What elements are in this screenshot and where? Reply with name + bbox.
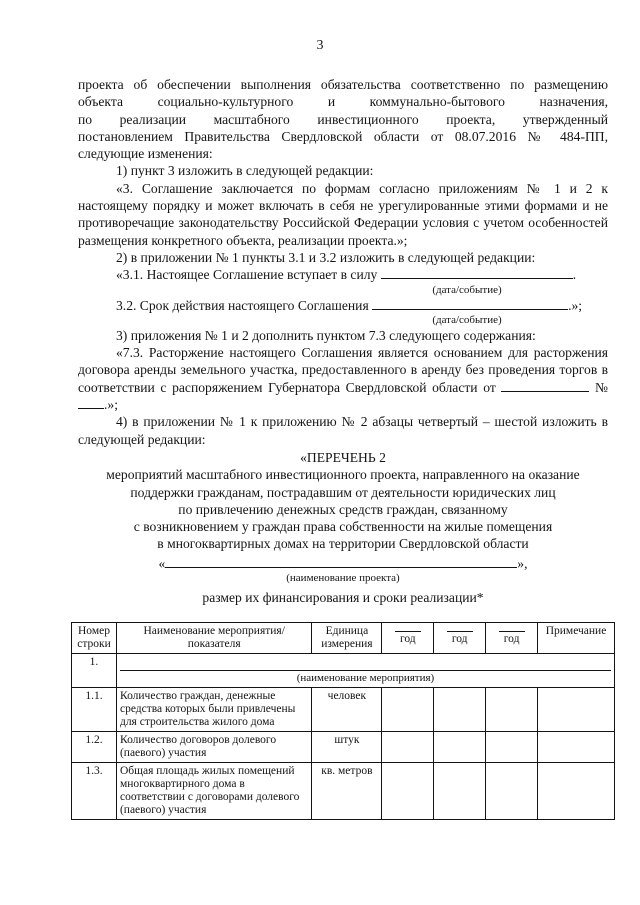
events-table-wrapper [71, 622, 615, 820]
item-2: 2) в приложении № 1 пункты 3.1 и 3.2 изложить в следующей редакции: [116, 249, 536, 265]
row-year-1-cell [382, 763, 434, 820]
clause-7-3-end: .»; [104, 397, 118, 413]
list-subtitle-3: по привлечению денежных средств граждан, связанному [178, 501, 508, 517]
quote-open: « [158, 555, 166, 571]
row-year-2-cell [434, 763, 486, 820]
list-subtitle-5: в многоквартирных домах на территории Свердловской области [157, 536, 529, 552]
clause-3-1-blank [381, 266, 573, 279]
table-row [72, 688, 615, 732]
quote-close: », [517, 555, 528, 571]
project-name-caption: (наименование проекта) [286, 572, 400, 585]
list-subtitle-2: поддержки гражданам, пострадавшим от деятельности юридических лиц [130, 484, 556, 500]
row-unit: кв. метров [312, 763, 382, 820]
clause-3-2-text: 3.2. Срок действия настоящего Соглашения [116, 297, 369, 313]
header-note: Примечание [538, 623, 615, 654]
row-year-3-cell [486, 732, 538, 763]
list-subtitle-6: размер их финансирования и сроки реализации* [202, 590, 484, 606]
clause-3-2-end: .»; [568, 297, 583, 313]
project-name-blank [165, 555, 517, 568]
order-date-blank [501, 379, 589, 392]
date-event-caption-1: (дата/событие) [432, 283, 502, 296]
activity-name-caption: (наименование мероприятия) [296, 672, 435, 684]
intro-line-1: проекта об обеспечении выполнения обязательства соответственно по размещению [78, 77, 608, 92]
year-1-blank [395, 631, 421, 632]
list-title: «ПЕРЕЧЕНЬ 2 [300, 449, 386, 465]
row-unit: человек [312, 688, 382, 732]
header-year-3-label: год [503, 633, 520, 645]
row-name: Количество договоров долевого (паевого) участия [116, 732, 311, 763]
clause-3-2-blank [372, 297, 568, 310]
header-row-number: Номер строки [72, 623, 117, 654]
header-year-1 [382, 623, 434, 654]
order-number-blank [78, 396, 104, 409]
item-1: 1) пункт 3 изложить в следующей редакции: [116, 163, 374, 179]
list-subtitle-1: мероприятий масштабного инвестиционного проекта, направленного на оказание [106, 467, 580, 483]
row-number: 1.2. [72, 732, 117, 763]
clause-3-2 [78, 297, 608, 314]
row-name: Общая площадь жилых помещений многоквартирного дома в соответствии с договорами долевого (паевого) участия [116, 763, 311, 820]
row-year-3-cell [486, 688, 538, 732]
header-name: Наименование мероприятия/показателя [116, 623, 311, 654]
item-4: 4) в приложении № 1 к приложению № 2 абзацы четвертый – шестой изложить в следующей редакции: [78, 414, 608, 447]
year-3-blank [499, 631, 525, 632]
document-body [78, 76, 608, 606]
table-row [72, 732, 615, 763]
year-2-blank [447, 631, 473, 632]
header-year-1-label: год [399, 633, 416, 645]
list-subtitle-4: с возникновением у граждан права собственности на жилые помещения [133, 519, 553, 535]
intro-line-5: следующие изменения: [78, 146, 213, 162]
row-number: 1.3. [72, 763, 117, 820]
header-year-3 [486, 623, 538, 654]
row-year-2-cell [434, 732, 486, 763]
row-year-1-cell [382, 732, 434, 763]
activity-name-blank [120, 658, 611, 671]
row-year-1-cell [382, 688, 434, 732]
page-number: 3 [316, 38, 324, 53]
intro-line-3: по реализации масштабного инвестиционного проекта, утвержденный [78, 111, 608, 127]
row-name: Количество граждан, денежные средства которых были привлечены для строительства жилого дома [116, 688, 311, 732]
activity-name-cell [116, 654, 614, 688]
project-name-line [78, 555, 608, 572]
table-header-row [72, 623, 615, 654]
item-3: 3) приложения № 1 и 2 дополнить пунктом 7.3 следующего содержания: [116, 327, 536, 343]
header-year-2-label: год [451, 633, 468, 645]
paragraph-3-quote: «3. Соглашение заключается по формам согласно приложениям № 1 и 2 к настоящему порядку и может включать в себя не урегулированные этими формами и не противоречащие законодательству Российской Федерации условия с учетом особенностей размещения конкретного объекта, реализации проекта.»; [78, 180, 608, 248]
clause-3-1-text: «3.1. Настоящее Соглашение вступает в силу [116, 267, 378, 283]
clause-3-1-end: . [572, 267, 577, 283]
row-unit: штук [312, 732, 382, 763]
activity-row [72, 654, 615, 688]
events-table [71, 622, 615, 820]
table-row [72, 763, 615, 820]
row-number: 1.1. [72, 688, 117, 732]
clause-3-1 [78, 266, 608, 283]
clause-7-3 [78, 344, 608, 413]
row-note-cell [538, 732, 615, 763]
header-unit: Единица измерения [312, 623, 382, 654]
date-event-caption-2: (дата/событие) [432, 313, 502, 326]
intro-line-2: объекта социально-культурного и коммунально-бытового назначения, [78, 94, 608, 110]
order-number-label: № [595, 379, 608, 395]
clause-7-3-text: «7.3. Расторжение настоящего Соглашения является основанием для расторжения договора аренды земельного участка, предоставленного в аренду без проведения торгов в соответствии с распоряжением Губернатора Свердловской области от [78, 345, 608, 395]
row-note-cell [538, 763, 615, 820]
header-year-2 [434, 623, 486, 654]
row-note-cell [538, 688, 615, 732]
activity-row-number: 1. [72, 654, 117, 688]
intro-line-4: постановлением Правительства Свердловской области от 08.07.2016 № 484-ПП, [78, 128, 608, 144]
row-year-3-cell [486, 763, 538, 820]
row-year-2-cell [434, 688, 486, 732]
